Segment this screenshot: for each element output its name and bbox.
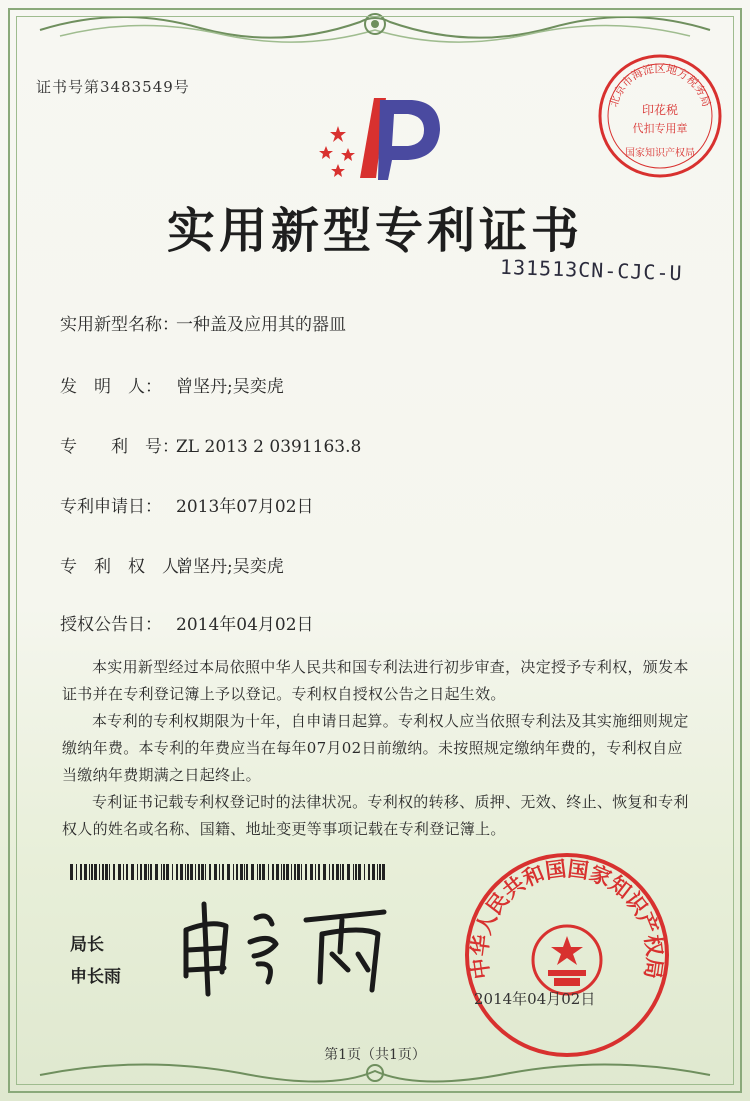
body-paragraph: 本实用新型经过本局依照中华人民共和国专利法进行初步审查，决定授予专利权，颁发本证书并在专利登记簿上予以登记。专利权自授权公告之日起生效。 bbox=[62, 658, 689, 703]
handwritten-reference-note: 131513CN-CJC-U bbox=[499, 254, 683, 286]
field-value: 曾坚丹;吴奕虎 bbox=[176, 557, 284, 577]
director-title: 局长 bbox=[70, 935, 104, 955]
certificate-body-text bbox=[62, 654, 690, 843]
field-label: 专利申请日： bbox=[60, 497, 162, 517]
tax-stamp-seal bbox=[596, 52, 724, 180]
field-value: 曾坚丹;吴奕虎 bbox=[176, 377, 284, 397]
field-patentee bbox=[60, 552, 284, 577]
field-grant-announcement-date bbox=[60, 610, 314, 635]
tax-seal-inner-text-2: 代扣专用章 bbox=[632, 122, 688, 135]
field-label: 实用新型名称： bbox=[60, 315, 179, 335]
field-value: 一种盖及应用其的器皿 bbox=[176, 315, 346, 335]
director-signature bbox=[172, 890, 412, 1000]
national-emblem-icon bbox=[533, 926, 601, 994]
field-label: 发 明 人： bbox=[60, 377, 162, 397]
field-label: 授权公告日： bbox=[60, 615, 162, 635]
tax-seal-bottom-text: 国家知识产权局 bbox=[625, 148, 695, 159]
field-application-date bbox=[60, 492, 314, 517]
field-patent-number bbox=[60, 432, 361, 457]
patent-office-logo-icon bbox=[308, 88, 448, 194]
field-value: 2014年04月02日 bbox=[176, 615, 314, 635]
field-inventor bbox=[60, 372, 284, 397]
tax-seal-inner-text-1: 印花税 bbox=[641, 103, 679, 117]
body-paragraph: 专利证书记载专利权登记时的法律状况。专利权的转移、质押、无效、终止、恢复和专利权人的姓名或名称、国籍、地址变更等事项记载在专利登记簿上。 bbox=[62, 793, 689, 838]
body-paragraph: 本专利的专利权期限为十年，自申请日起算。专利权人应当依照专利法及其实施细则规定缴纳年费。本专利的年费应当在每年07月02日前缴纳。未按照规定缴纳年费的，专利权自应当缴纳年费期满之日起终止。 bbox=[62, 712, 689, 784]
field-label: 专 利 权 人： bbox=[60, 557, 196, 577]
field-value: 2013年07月02日 bbox=[176, 497, 314, 517]
certificate-title: 实用新型专利证书 bbox=[166, 203, 583, 259]
field-value: ZL 2013 2 0391163.8 bbox=[176, 437, 362, 457]
issue-date: 2014年04月02日 bbox=[474, 990, 596, 1008]
field-utility-model-name bbox=[60, 310, 346, 335]
page-number-footer: 第1页（共1页） bbox=[324, 1047, 426, 1063]
director-name: 申长雨 bbox=[70, 967, 121, 987]
tax-seal-outer-text: 北京市海淀区地方税务局 bbox=[606, 62, 714, 109]
state-seal-text: 中华人民共和国国家知识产权局 bbox=[467, 856, 667, 981]
state-ipo-seal bbox=[462, 850, 672, 1060]
field-label: 专 利 号： bbox=[60, 437, 179, 457]
barcode-strip bbox=[70, 864, 386, 880]
certificate-number: 证书号第3483549号 bbox=[36, 78, 190, 96]
svg-text:中华人民共和国国家知识产权局 bbox=[467, 857, 666, 981]
